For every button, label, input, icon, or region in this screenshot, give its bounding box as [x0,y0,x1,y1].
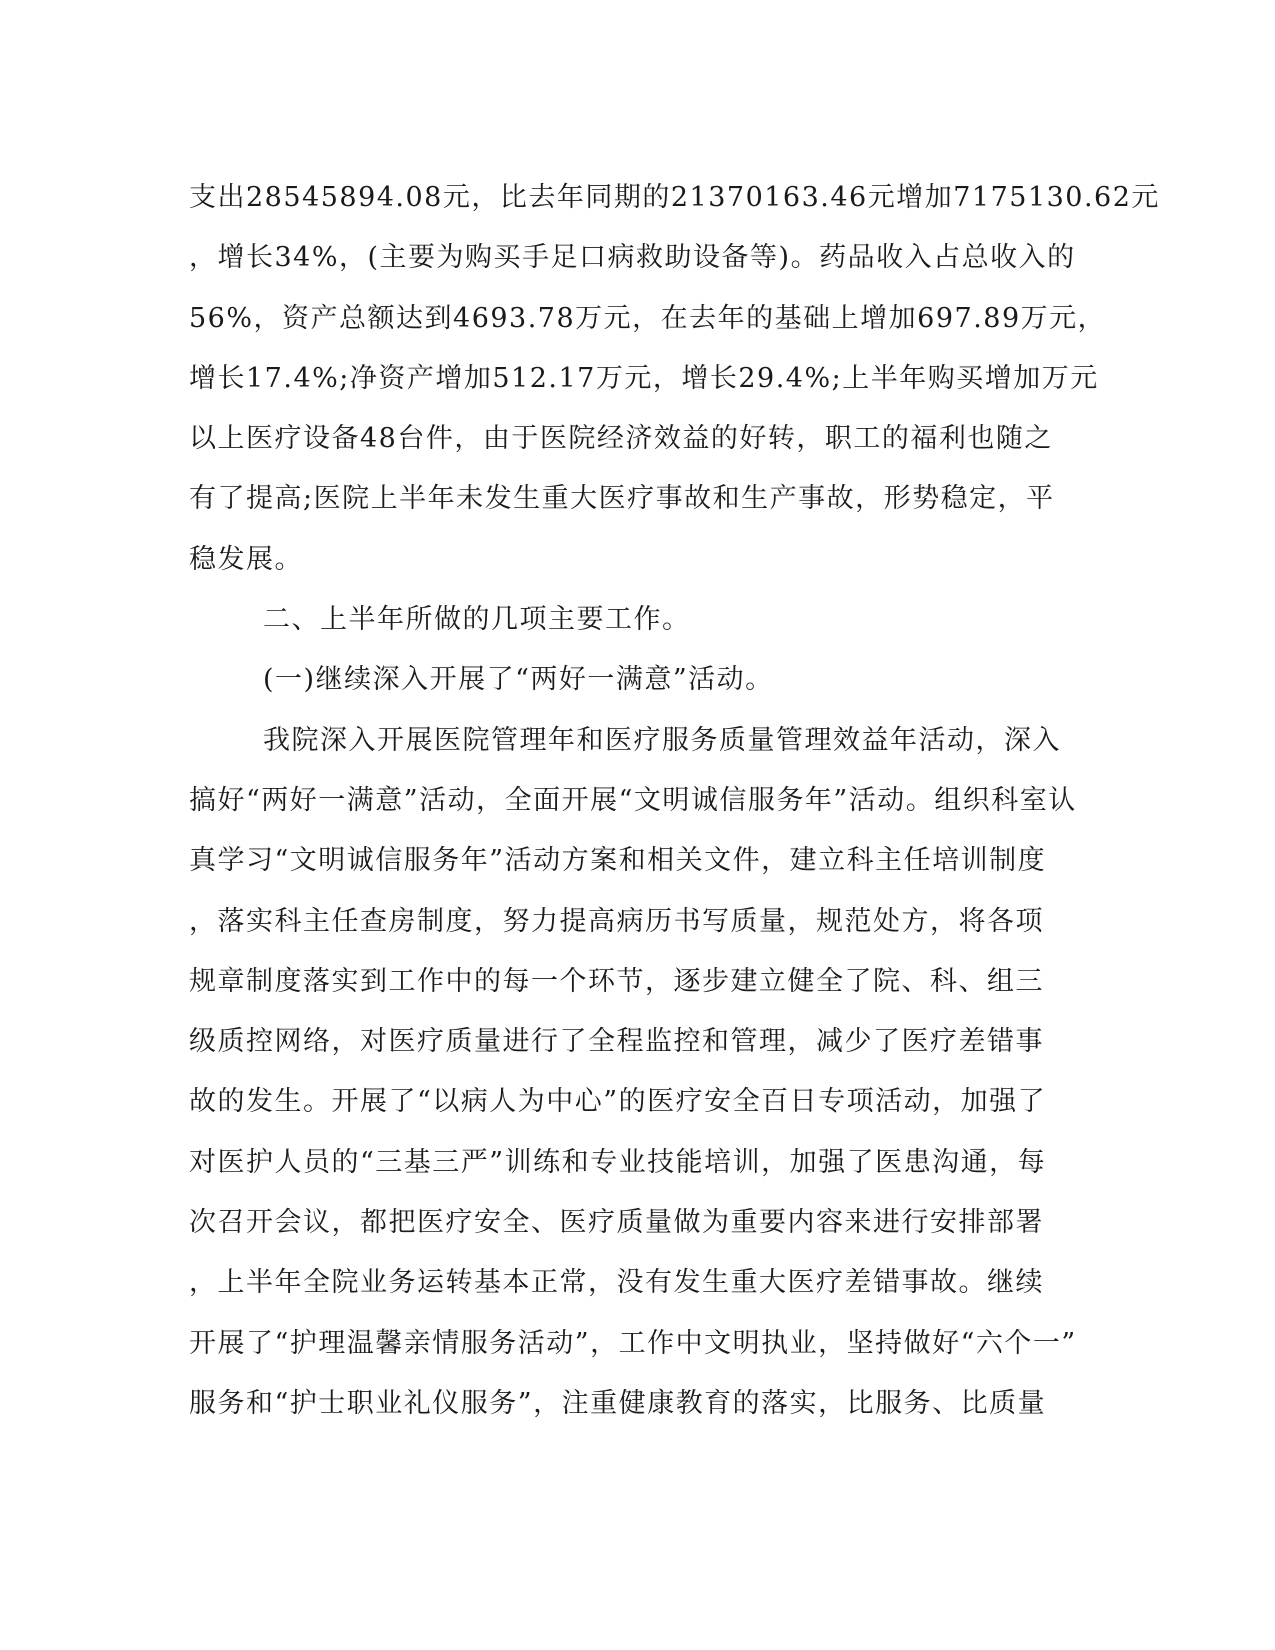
section-heading: 二、上半年所做的几项主要工作。 [263,604,691,636]
text-line: 搞好“两好一满意”活动，全面开展“文明诚信服务年”活动。组织科室认 [189,784,1077,816]
text-line: 增长17.4%;净资产增加512.17万元，增长29.4%;上半年购买增加万元 [189,362,1099,394]
document-body [189,168,1160,1434]
text-line: 支出28545894.08元，比去年同期的21370163.46元增加7175130.62元 [189,182,1160,213]
text-line: ，落实科主任查房制度，努力提高病历书写质量，规范处方，将各项 [189,905,1044,937]
text-line: 开展了“护理温馨亲情服务活动”，工作中文明执业，坚持做好“六个一” [189,1327,1077,1359]
text-line: 故的发生。开展了“以病人为中心”的医疗安全百日专项活动，加强了 [189,1086,1047,1118]
text-line: ，增长34%，(主要为购买手足口病救助设备等)。药品收入占总收入的 [189,242,1076,274]
text-line: 次召开会议，都把医疗安全、医疗质量做为重要内容来进行安排部署 [189,1207,1044,1239]
text-line: 服务和“护士职业礼仪服务”，注重健康教育的落实，比服务、比质量 [189,1387,1047,1419]
text-line: 对医护人员的“三基三严”训练和专业技能培训，加强了医患沟通，每 [189,1146,1047,1178]
text-line: 以上医疗设备48台件，由于医院经济效益的好转，职工的福利也随之 [189,423,1053,455]
subsection-heading: (一)继续深入开展了“两好一满意”活动。 [263,664,774,696]
text-line: ，上半年全院业务运转基本正常，没有发生重大医疗差错事故。继续 [189,1267,1044,1299]
text-line: 56%，资产总额达到4693.78万元，在去年的基础上增加697.89万元， [189,302,1107,334]
text-line: 有了提高;医院上半年未发生重大医疗事故和生产事故，形势稳定，平 [189,483,1055,515]
text-line: 级质控网络，对医疗质量进行了全程监控和管理，减少了医疗差错事 [189,1026,1044,1058]
text-line: 真学习“文明诚信服务年”活动方案和相关文件，建立科主任培训制度 [189,845,1047,877]
paragraph-first-line: 我院深入开展医院管理年和医疗服务质量管理效益年活动，深入 [263,724,1061,756]
text-line: 规章制度落实到工作中的每一个环节，逐步建立健全了院、科、组三 [189,965,1044,997]
text-line: 稳发展。 [189,543,303,575]
